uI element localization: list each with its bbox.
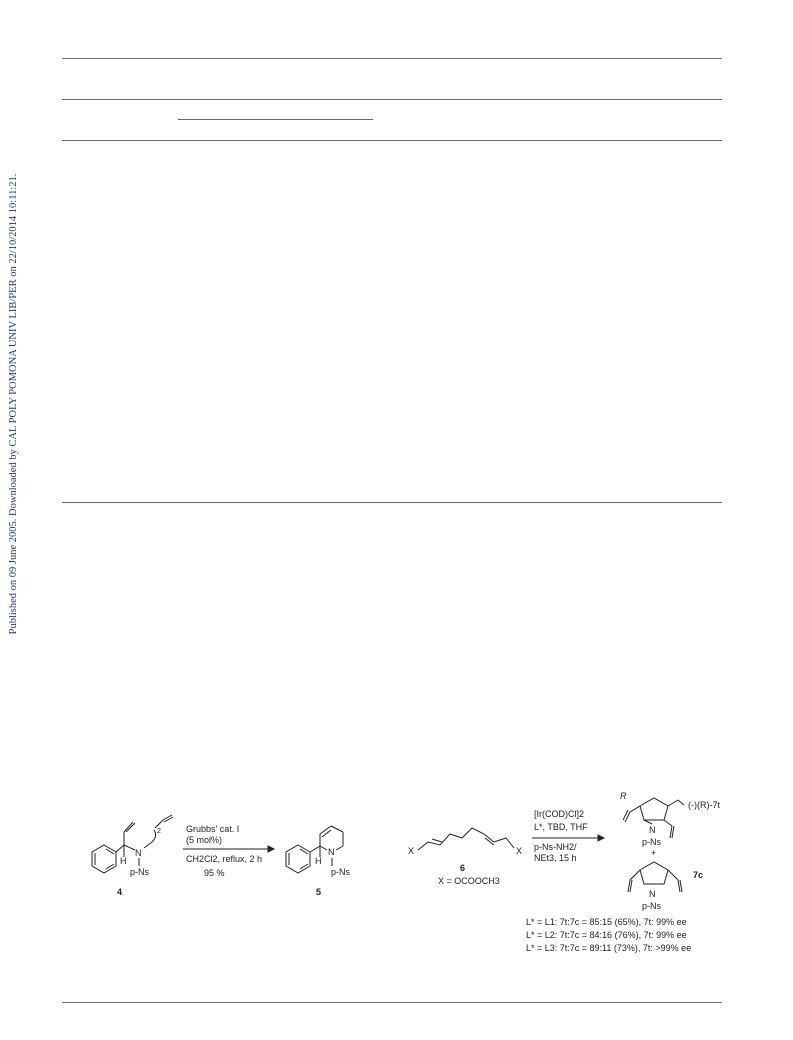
compound-6-structure — [418, 828, 514, 850]
compound-7c-structure — [628, 862, 682, 892]
x-label-left: X — [408, 846, 415, 856]
h-label-4: H — [120, 856, 127, 866]
n-label-5: N — [328, 847, 335, 857]
reagent-ligand: L*, TBD, THF — [534, 822, 588, 832]
x-label-right: X — [516, 846, 523, 856]
compound-label-6: 6 — [460, 863, 466, 873]
product-7t-label: (-)(R)-7t — [688, 800, 720, 810]
n-label-7t: N — [649, 825, 656, 835]
condition-time: NEt3, 15 h — [534, 853, 577, 863]
compound-label-5: 5 — [316, 887, 322, 897]
condition-yield: 95 % — [204, 868, 225, 878]
pns-label-7c: p-Ns — [642, 901, 662, 911]
n-label-4: N — [135, 848, 142, 858]
pns-label-5: p-Ns — [331, 867, 351, 877]
n-label-7c: N — [649, 889, 656, 899]
condition-solvent: CH2Cl2, reflux, 2 h — [186, 854, 263, 864]
download-notice[interactable]: Published on 09 June 2005. Downloaded by CAL POLY POMONA UNIV LIB/PER on 22/10/2014 10:11:21. — [8, 173, 19, 635]
compound-label-4: 4 — [117, 887, 123, 897]
result-line-l2: L* = L2: 7t:7c = 84:16 (76%), 7t: 99% ee — [526, 930, 687, 940]
reagent-ir: [Ir(COD)Cl]2 — [534, 809, 584, 819]
subscript-2: 2 — [157, 828, 161, 835]
pns-label-4: p-Ns — [130, 867, 150, 877]
reagent-loading: (5 mol%) — [186, 835, 223, 845]
pns-label-7t: p-Ns — [642, 837, 662, 847]
condition-amine: p-Ns-NH2/ — [534, 842, 577, 852]
product-7c-label: 7c — [693, 870, 704, 880]
plus-sign: + — [651, 848, 657, 858]
x-definition: X = OCOOCH3 — [438, 876, 500, 886]
r-label: R — [620, 791, 627, 801]
h-label-5: H — [315, 856, 322, 866]
result-line-l3: L* = L3: 7t:7c = 89:11 (73%), 7t: >99% ee — [526, 943, 692, 953]
result-line-l1: L* = L1: 7t:7c = 85:15 (65%), 7t: 99% ee — [526, 917, 687, 927]
reagent-grubbs: Grubbs' cat. I — [186, 824, 240, 834]
